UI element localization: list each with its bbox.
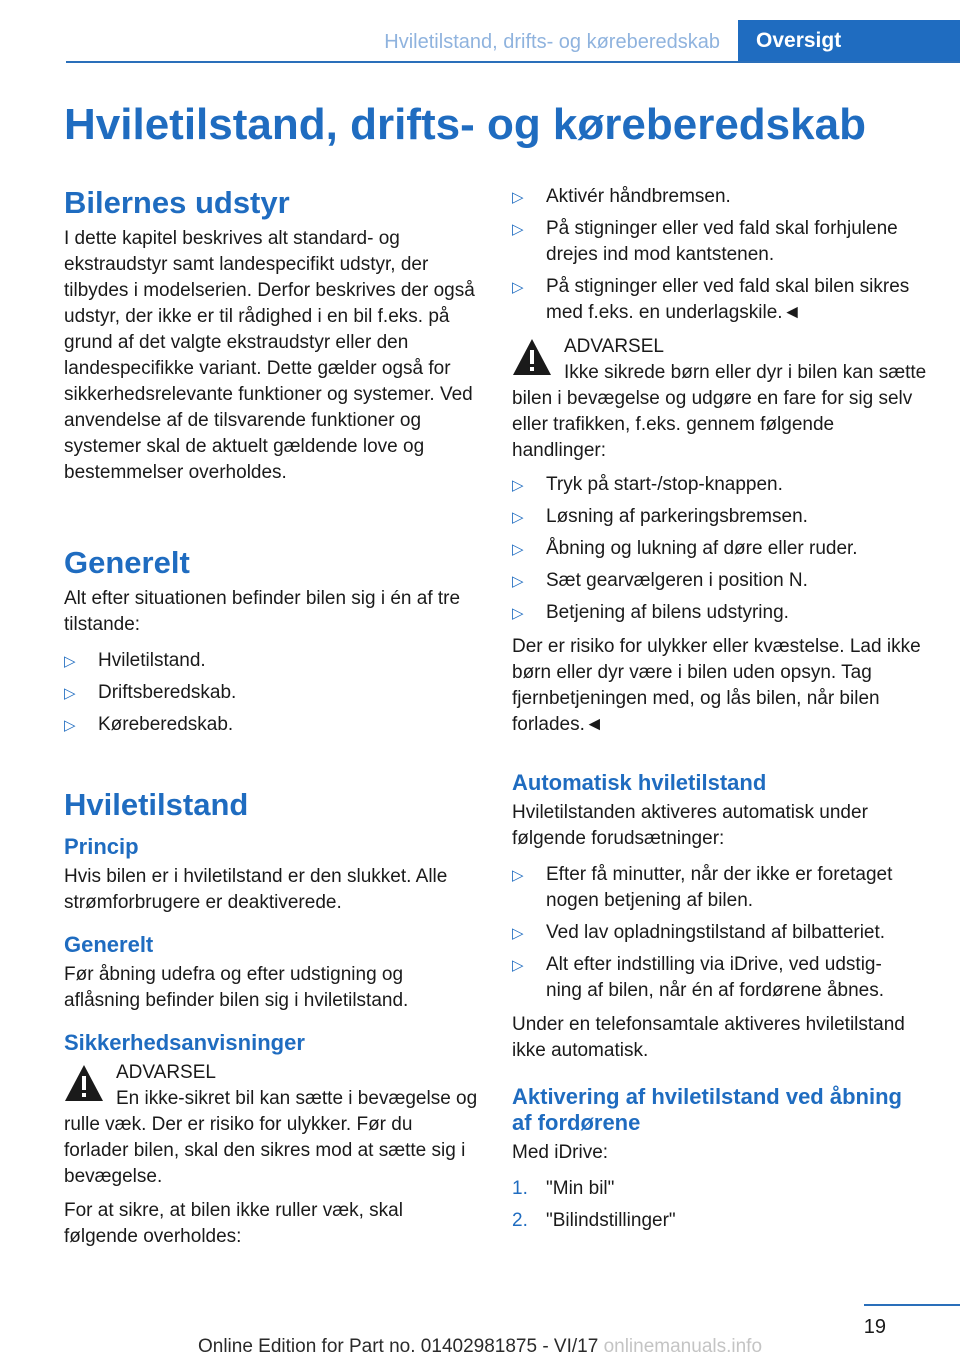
general-heading: Generelt <box>64 545 190 580</box>
list-item: ▷ Aktivér håndbremsen. <box>512 184 927 210</box>
list-item: 1. "Min bil" <box>512 1178 615 1199</box>
rest-general-text: Før åbning udefra og efter udstigning og aflåsning befinder bilen sig i hviletilstand. <box>64 964 409 1011</box>
list-item: ▷ Køreberedskab. <box>64 712 478 738</box>
triangle-bullet-icon: ▷ <box>512 221 524 238</box>
rest-general-heading: Generelt <box>64 932 154 957</box>
page-number: 19 <box>863 1316 886 1338</box>
triangle-bullet-icon: ▷ <box>64 685 76 702</box>
safety-heading: Sikkerhedsanvisninger <box>64 1030 305 1055</box>
door-heading: Aktivering af hviletilstand ved åbning af fordørene <box>512 1084 902 1135</box>
watermark: onlinemanuals.info <box>603 1336 763 1357</box>
triangle-bullet-icon: ▷ <box>512 541 524 558</box>
triangle-bullet-icon: ▷ <box>512 957 524 974</box>
equipment-heading: Bilernes udstyr <box>64 185 290 220</box>
warning-box <box>512 334 927 464</box>
list-item: ▷ Hviletilstand. <box>64 648 478 674</box>
triangle-bullet-icon: ▷ <box>512 189 524 206</box>
warning-text: Ikke sikrede børn eller dyr i bilen kan sætte bilen i bevægelse og udgøre en fare for sig selv eller trafikken, f.eks. gennem følgende handlinger: <box>512 362 927 461</box>
triangle-bullet-icon: ▷ <box>512 605 524 622</box>
list-item: ▷ Løsning af parkeringsbremsen. <box>512 504 927 530</box>
triangle-bullet-icon: ▷ <box>512 925 524 942</box>
footer <box>0 1336 960 1358</box>
general-text: Alt efter situationen befinder bilen sig i én af tre tilstande: <box>64 588 461 635</box>
actions-list <box>512 472 927 626</box>
triangle-bullet-icon: ▷ <box>512 477 524 494</box>
idrive-steps-list <box>512 1176 927 1234</box>
list-item: ▷ Sæt gearvælgeren i position N. <box>512 568 927 594</box>
auto-text: Hviletilstanden aktiveres automatisk under følgende forudsætninger: <box>512 802 868 849</box>
principle-heading: Princip <box>64 834 139 859</box>
auto-heading: Automatisk hviletilstand <box>512 770 767 795</box>
secure-text: For at sikre, at bilen ikke ruller væk, skal følgende overholdes: <box>64 1200 403 1247</box>
list-item: ▷ På stigninger eller ved fald skal forhjulene drejes ind mod kantstenen. <box>512 218 898 265</box>
equipment-text: I dette kapitel beskrives alt standard- og ekstraudstyr samt landespecifikt udstyr, der tilbydes i modelserien. Derfor beskrives der også udstyr, der ikke er til rådighed i en bil f.eks. på grund af det valgte ekstraudstyr eller den landespecifikke variant. Dette gælder også for sikkerhedsrelevante funktioner og systemer. Ved anvendelse af de tilsvarende funktioner og systemer skal de aktuelt gældende love og bestemmelser overholdes. <box>64 228 475 483</box>
edition-text: Online Edition for Part no. 01402981875 - VI/17 <box>197 1336 599 1357</box>
idrive-text: Med iDrive: <box>512 1142 609 1163</box>
list-item: ▷ Alt efter indstilling via iDrive, ved udstig- ning af bilen, når én af fordørene åbnes. <box>512 954 885 1001</box>
triangle-bullet-icon: ▷ <box>64 717 76 734</box>
list-item: ▷ Ved lav opladningstilstand af bilbatteriet. <box>512 920 927 946</box>
page-title: Hviletilstand, drifts- og køreberedskab <box>64 100 866 149</box>
states-list <box>64 648 478 738</box>
warning-label: ADVARSEL <box>564 336 664 357</box>
rest-heading: Hviletilstand <box>64 787 249 822</box>
warning-box <box>64 1060 478 1190</box>
tab-oversigt[interactable]: Oversigt <box>738 20 960 61</box>
triangle-bullet-icon: ▷ <box>512 279 524 296</box>
list-item: ▷ Efter få minutter, når der ikke er foretaget nogen betjening af bilen. <box>512 864 893 911</box>
triangle-bullet-icon: ▷ <box>64 653 76 670</box>
principle-text: Hvis bilen er i hviletilstand er den slukket. Alle strømforbrugere er deaktiverede. <box>64 866 448 913</box>
conditions-list <box>512 862 927 1004</box>
warning-label: ADVARSEL <box>116 1062 216 1083</box>
call-text: Under en telefonsamtale aktiveres hviletilstand ikke automatisk. <box>512 1014 905 1061</box>
right-column <box>512 184 927 1242</box>
list-item: ▷ På stigninger eller ved fald skal bilen sikres med f.eks. en underlagskile.◄ <box>512 276 910 323</box>
list-item: ▷ Betjening af bilens udstyring. <box>512 600 927 626</box>
risk-text: Der er risiko for ulykker eller kvæstelse. Lad ikke børn eller dyr være i bilen uden opsyn. Tag fjernbetjeningen med, og lås bilen, når bilen forlades.◄ <box>512 636 921 735</box>
list-item: ▷ Åbning og lukning af døre eller ruder. <box>512 536 927 562</box>
running-header <box>0 20 960 64</box>
list-item: 2. "Bilindstillinger" <box>512 1210 676 1231</box>
warning-text: En ikke-sikret bil kan sætte i bevægelse og rulle væk. Der er risiko for ulykker. Før du forlader bilen, skal den sikres mod at sætte sig i bevægelse. <box>64 1088 478 1187</box>
list-item: ▷ Driftsberedskab. <box>64 680 478 706</box>
header-rule <box>66 61 960 63</box>
left-column <box>64 184 478 1260</box>
triangle-bullet-icon: ▷ <box>512 867 524 884</box>
footer-rule <box>864 1304 960 1306</box>
list-item: ▷ Tryk på start-/stop-knappen. <box>512 472 927 498</box>
secure-steps-list <box>512 184 927 326</box>
triangle-bullet-icon: ▷ <box>512 573 524 590</box>
header-section-title: Hviletilstand, drifts- og køreberedskab <box>384 31 720 53</box>
triangle-bullet-icon: ▷ <box>512 509 524 526</box>
